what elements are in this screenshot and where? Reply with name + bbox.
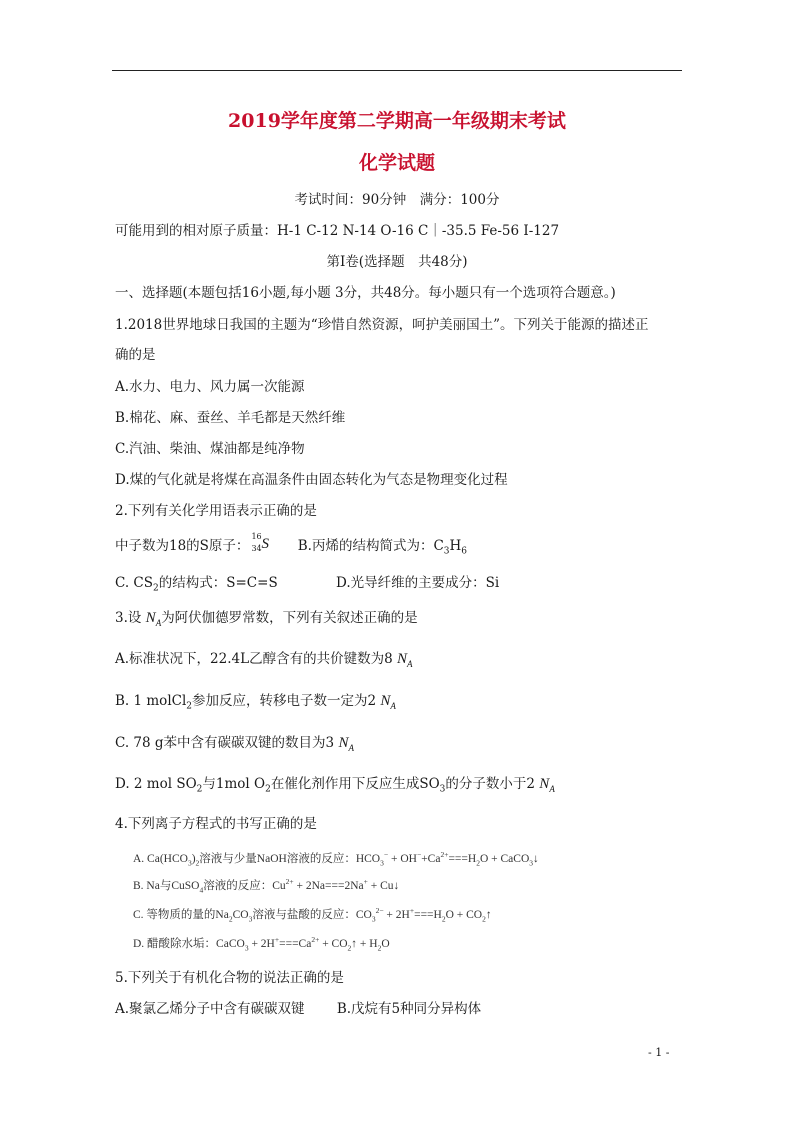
- q2-stem: 2.下列有关化学用语表示正确的是: [115, 503, 317, 519]
- nuclide-symbol: 16 34 S: [251, 532, 269, 553]
- page-number: - 1 -: [648, 1046, 670, 1059]
- section-title: 第Ⅰ卷(选择题 共48分): [326, 254, 468, 270]
- q1-option-b: B.棉花、麻、蚕丝、羊毛都是天然纤维: [115, 410, 346, 426]
- exam-title: 2019学年度第二学期高一年级期末考试: [228, 110, 566, 132]
- q4-option-c: C. 等物质的量的$Na_2CO_3$溶液与盐酸的反应：$CO_3^{2-} + 2H^+===H_2O$ + $CO_2↑$: [133, 906, 492, 924]
- q2-option-c: C. $CS_2$的结构式：S=C=S: [115, 575, 278, 594]
- q4-option-a: A. $Ca(HCO_3)_2$溶液与少量NaOH溶液的反应：$HCO_3^- + OH^-+Ca^{2+}===H_2O$ + CaCO$_3$↓: [133, 850, 539, 868]
- q2-options-ab: [115, 534, 467, 557]
- q3-option-c: C. 78 g苯中含有碳碳双键的数目为3 $N_A$: [115, 735, 354, 753]
- q5-option-a: A.聚氯乙烯分子中含有碳碳双键: [115, 1001, 305, 1017]
- q3-option-d: D. 2 mol $SO_2$与1mol $O_2$在催化剂作用下反应生成$SO_3$的分子数小于2 $N_A$: [115, 776, 555, 795]
- q4-stem: 4.下列离子方程式的书写正确的是: [115, 816, 317, 832]
- part-one-instructions: 一、选择题(本题包括16小题,每小题 3分，共48分。每小题只有一个选项符合题意。): [115, 285, 616, 301]
- na-symbol: $N_A$: [145, 610, 162, 628]
- q3-stem: 3.设 $N_A$为阿伏伽德罗常数，下列有关叙述正确的是: [115, 610, 418, 628]
- q4-option-b: B. Na与CuSO$_4$溶液的反应：$Cu^{2+} + 2Na===2Na^+$ + Cu↓: [133, 877, 400, 895]
- q4-option-d: D. 醋酸除水垢：CaCO$_3$ + $2H^+===Ca^{2+}$ + $CO_2↑ + H_2O$: [133, 935, 390, 953]
- q1-option-d: D.煤的气化就是将煤在高温条件由固态转化为气态是物理变化过程: [115, 472, 508, 488]
- q1-stem-line1: 1.2018世界地球日我国的主题为“珍惜自然资源，呵护美丽国土”。下列关于能源的描述正: [115, 317, 649, 333]
- q3-option-a: A.标准状况下，22.4L乙醇含有的共价键数为8 $N_A$: [115, 651, 413, 669]
- q5-option-b: B.戊烷有5种同分异构体: [336, 1001, 482, 1017]
- q1-option-c: C.汽油、柴油、煤油都是纯净物: [115, 441, 305, 457]
- q2-option-a-text: 中子数为18的S原子：: [115, 538, 250, 554]
- q5-options: [115, 997, 481, 1017]
- q5-stem: 5.下列关于有机化合物的说法正确的是: [115, 970, 344, 986]
- q2-option-d: D.光导纤维的主要成分：Si: [336, 575, 500, 591]
- q1-option-a: A.水力、电力、风力属一次能源: [115, 379, 305, 395]
- q2-options-cd: [115, 571, 499, 594]
- q1-stem-line2: 确的是: [115, 347, 156, 363]
- header-rule: [112, 70, 682, 71]
- exam-info: 考试时间：90分钟 满分：100分: [294, 192, 500, 208]
- q2-option-b: B.丙烯的结构简式为：$C_3H_6$: [297, 538, 468, 557]
- atomic-masses: 可能用到的相对原子质量：H-1 C-12 N-14 O-16 C｜-35.5 Fe-56 I-127: [115, 223, 560, 239]
- subject-title: 化学试题: [358, 152, 435, 174]
- q3-option-b: B. 1 molCl$_2$参加反应，转移电子数一定为2 $N_A$: [115, 693, 396, 712]
